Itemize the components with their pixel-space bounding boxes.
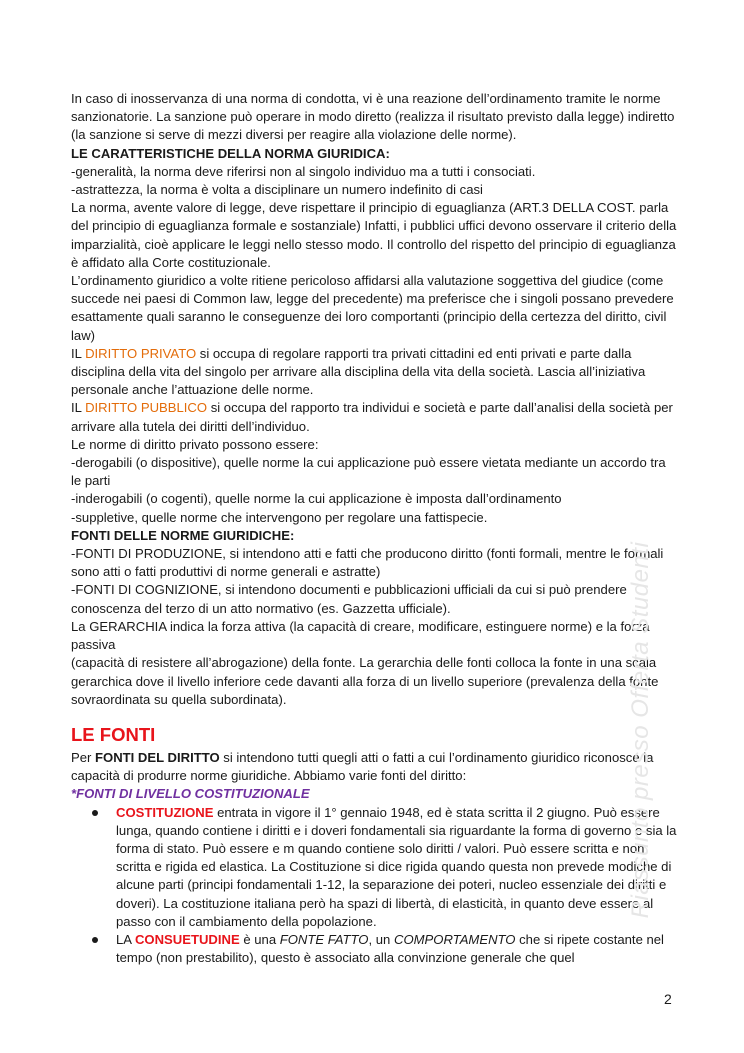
pubblico-prefix: IL bbox=[71, 400, 86, 416]
paragraph-diritto-privato bbox=[71, 345, 679, 400]
paragraph-gerarchia-a: La GERARCHIA indica la forza attiva (la capacità di creare, modificare, estinguere norme) e la forza passiva bbox=[71, 618, 650, 653]
consuetudine-mid2: , un bbox=[368, 931, 394, 947]
watermark bbox=[627, 530, 654, 930]
paragraph-astrattezza: -astrattezza, la norma è volta a disciplinare un numero indefinito di casi bbox=[71, 182, 483, 198]
term-costituzione: COSTITUZIONE bbox=[116, 804, 214, 820]
term-diritto-pubblico: DIRITTO PUBBLICO bbox=[85, 400, 208, 416]
section-heading-le-fonti: LE FONTI bbox=[71, 723, 156, 745]
intro-prefix: Per bbox=[71, 749, 96, 765]
term-fonti-del-diritto: FONTI DEL DIRITTO bbox=[95, 749, 220, 765]
watermark-text: Riassunto presso Offerta Studenti bbox=[627, 541, 654, 919]
paragraph-ordinamento: L’ordinamento giuridico a volte ritiene pericoloso affidarsi alla valutazione soggettiva del giudice (come succede nei paesi di Common law, legge del precedente) ma preferisce che i singoli possano prevedere esattamente quali saranno le conseguenze dei loro comportanti (principio della certezza del diritto, civil law) bbox=[71, 273, 674, 343]
privato-prefix: IL bbox=[71, 345, 86, 361]
paragraph-fonti-cognizione: -FONTI DI COGNIZIONE, si intendono documenti e pubblicazioni ufficiali da cui si può prendere conoscenza del terzo di un atto normativo (es. Gazzetta ufficiale). bbox=[71, 582, 627, 616]
fonti-bullet-list bbox=[71, 804, 679, 968]
heading-caratteristiche: LE CARATTERISTICHE DELLA NORMA GIURIDICA: bbox=[71, 145, 390, 161]
privato-text: si occupa di regolare rapporti tra privati cittadini ed enti privati e parte dalla disciplina della vita del singolo per arrivare alla disciplina della vita della società. Lascia all’iniziativa personale anche l’attuazione delle norme. bbox=[71, 345, 646, 398]
page-number: 2 bbox=[664, 991, 672, 1007]
term-diritto-privato: DIRITTO PRIVATO bbox=[85, 345, 197, 361]
paragraph-fonti-produzione: -FONTI DI PRODUZIONE, si intendono atti e fatti che producono diritto (fonti formali, mentre le formali sono atti o fatti produttivi di norme generali e astratte) bbox=[71, 546, 664, 580]
subheading-livello-costituzionale: *FONTI DI LIVELLO COSTITUZIONALE bbox=[71, 786, 310, 802]
paragraph-sanzioni: In caso di inosservanza di una norma di condotta, vi è una reazione dell’ordinamento tramite le norme sanzionatorie. La sanzione può operare in modo diretto (realizza il risultato previsto dalla legge) indiretto (la sanzione si serve di mezzi diversi per reagire alla violazione delle norme). bbox=[71, 91, 675, 143]
paragraph-gerarchia-b: (capacità di resistere all’abrogazione) della fonte. La gerarchia delle fonti colloca la fonte in una scala gerarchica dove il livello inferiore cede davanti alla forza di un livello superiore (prevalenza della fonte sovraordinata su quella subordinata). bbox=[71, 655, 659, 707]
list-item-consuetudine bbox=[71, 931, 679, 967]
paragraph-eguaglianza: La norma, avente valore di legge, deve rispettare il principio di eguaglianza (ART.3 DELLA COST. parla del principio di eguaglianza formale e sostanziale) Infatti, i pubblici uffici devono osservare il criterio della imparzialità, cioè applicare le leggi nello stesso modo. Il controllo del rispetto del principio di eguaglianza è affidato alla Corte costituzionale. bbox=[71, 200, 677, 270]
intro-text: si intendono tutti quegli atti o fatti a cui l’ordinamento giuridico riconosce la capacità di produrre norme giuridiche. Abbiamo varie fonti del diritto: bbox=[71, 749, 654, 784]
paragraph-generalita: -generalità, la norma deve riferirsi non al singolo individuo ma a tutti i consociati. bbox=[71, 163, 536, 179]
term-comportamento: COMPORTAMENTO bbox=[393, 931, 516, 947]
heading-fonti-norme: FONTI DELLE NORME GIURIDICHE: bbox=[71, 527, 295, 543]
pubblico-text: si occupa del rapporto tra individui e società e parte dall’analisi della società per arrivare alla tutela dei diritti dell’individuo. bbox=[71, 400, 673, 434]
list-item-costituzione bbox=[71, 804, 679, 931]
paragraph-derogabili: -derogabili (o dispositive), quelle norme la cui applicazione può essere vietata mediante un accordo tra le parti bbox=[71, 455, 666, 489]
bullet-icon bbox=[92, 810, 98, 816]
consuetudine-mid1: è una bbox=[239, 931, 280, 947]
costituzione-text: entrata in vigore il 1° gennaio 1948, ed è stata scritta il 2 giugno. Può essere lunga, quando contiene i diritti e i doveri fondamentali sia riguardante la forma di governo e sia la forma di stato. Può essere e m quando contiene solo diritti / valori. Può essere scritta e non scritta e rigida ed elastica. La Costituzione si dice rigida quando questa non prevede modiche di alcune parti (principi fondamentali 1-12, la separazione dei poteri, nucleo essenziale dei diritti e doveri). La costituzione italiana però ha spazi di libertà, di elasticità, in quanto deve essere al passo con il cambiamento della popolazione. bbox=[116, 804, 677, 929]
paragraph-fonti-intro bbox=[71, 749, 679, 785]
paragraph-norme-privato: Le norme di diritto privato possono essere: bbox=[71, 436, 319, 452]
bullet-icon bbox=[92, 937, 98, 943]
paragraph-diritto-pubblico bbox=[71, 399, 679, 435]
term-consuetudine: CONSUETUDINE bbox=[134, 931, 240, 947]
consuetudine-prefix: LA bbox=[116, 931, 135, 947]
consuetudine-text: che si ripete costante nel tempo (non prestabilito), questo è associato alla convinzione generale che quel bbox=[116, 931, 664, 966]
term-fonte-fatto: FONTE FATTO bbox=[279, 931, 369, 947]
paragraph-suppletive: -suppletive, quelle norme che intervengono per regolare una fattispecie. bbox=[71, 509, 488, 525]
paragraph-inderogabili: -inderogabili (o cogenti), quelle norme la cui applicazione è imposta dall’ordinamento bbox=[71, 491, 562, 507]
document-body bbox=[71, 90, 679, 967]
